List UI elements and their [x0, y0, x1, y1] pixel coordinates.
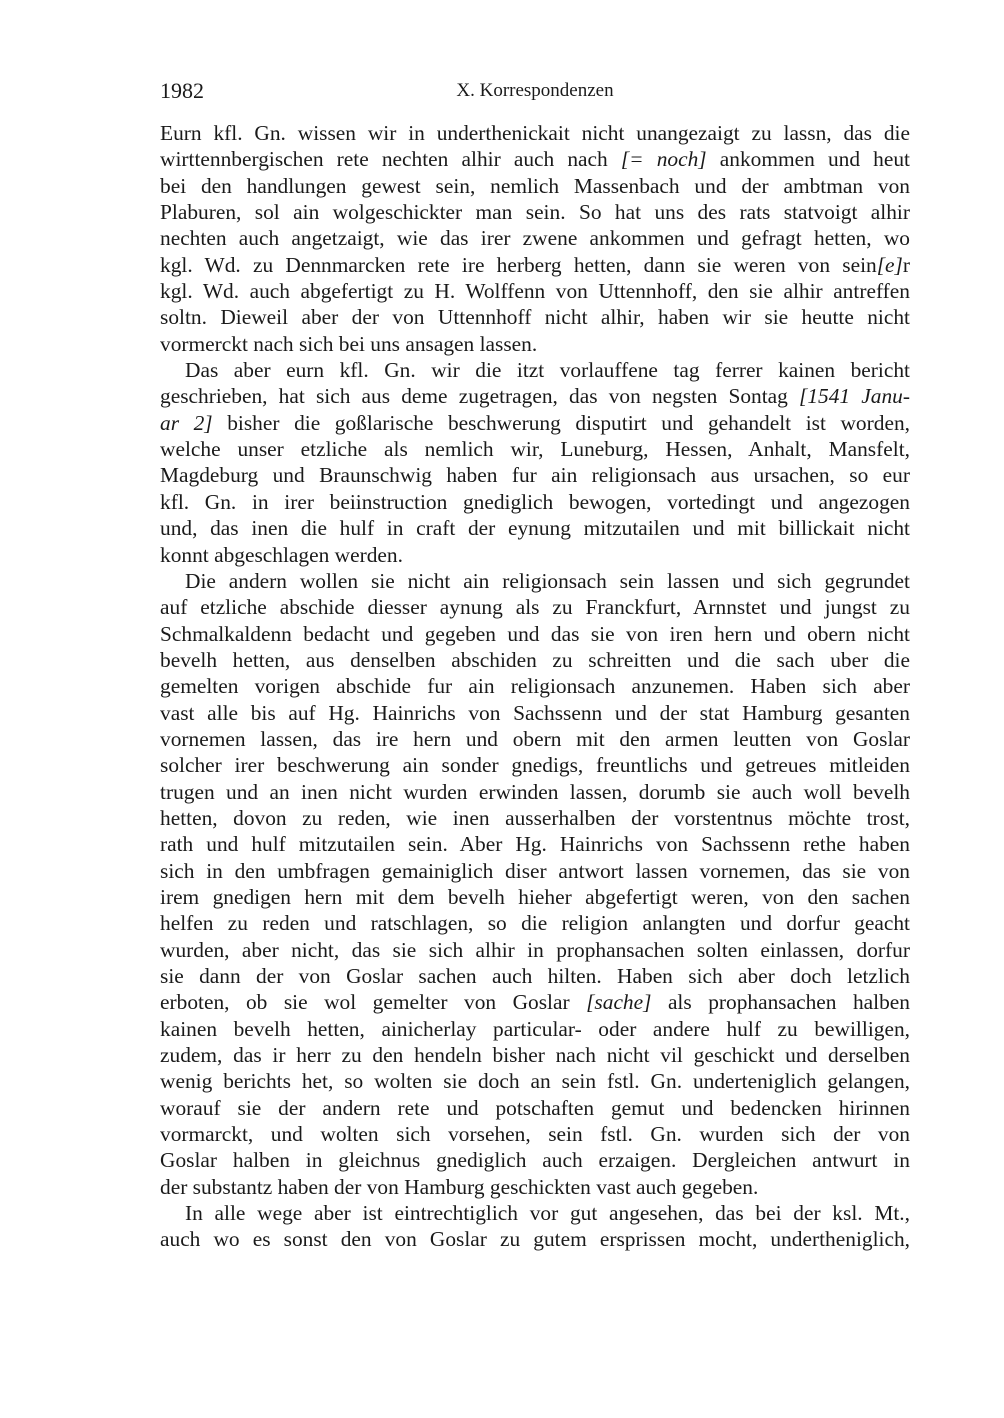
- text-line: [160, 542, 910, 568]
- text-segment: Das aber eurn kfl. Gn. wir die itzt vorlauffene tag ferrer kainen bericht: [185, 358, 910, 383]
- text-segment: kfl. Gn. in irer beiinstruction gnediglich bewogen, vortedingt und angezogen: [160, 489, 910, 514]
- text-line-content: [160, 410, 910, 436]
- text-line-content: [160, 594, 910, 620]
- text-segment: bisher die goßlarische beschwerung disputirt und gehandelt ist worden,: [212, 410, 910, 435]
- text-segment: vornemen lassen, das ire hern und obern mit den armen leutten von Goslar: [160, 726, 910, 751]
- text-line: [160, 805, 910, 831]
- text-line: [160, 436, 910, 462]
- text-line-content: [160, 173, 910, 199]
- text-line-content: [160, 673, 910, 699]
- text-line: [160, 304, 910, 330]
- text-line-content: [160, 647, 910, 673]
- text-line: [160, 331, 910, 357]
- text-line: [160, 1121, 910, 1147]
- text-line: [160, 462, 910, 488]
- text-segment: trugen und an inen nicht wurden erwinden lassen, dorumb sie auch woll bevelh: [160, 779, 910, 804]
- text-line-content: [160, 462, 910, 488]
- text-line: [160, 673, 910, 699]
- text-line-content: [160, 884, 910, 910]
- text-segment: wenig berichts het, so wolten sie doch an sein fstl. Gn. underteniglich gelangen,: [160, 1069, 910, 1094]
- text-line-content: [160, 1174, 910, 1200]
- text-segment: Magdeburg und Braunschwig haben fur ain religionsach aus ursachen, so eur: [160, 463, 910, 488]
- text-segment: rath und hulf mitzutailen sein. Aber Hg. Hainrichs von Sachssenn rethe haben: [160, 832, 910, 857]
- text-line: [160, 1174, 910, 1200]
- text-segment: kgl. Wd. zu Dennmarcken rete ire herberg hetten, dann sie weren von sein: [160, 252, 877, 277]
- text-segment: geschrieben, hat sich aus deme zugetragen, das von negsten Sontag: [160, 384, 800, 409]
- text-line-content: [160, 858, 910, 884]
- text-line-content: [160, 199, 910, 225]
- text-segment: hetten, dovon zu reden, wie inen ausserhalben der vorstentnus möchte trost,: [160, 805, 910, 830]
- text-segment: und, das inen die hulf in craft der eynung mitzutailen und mit billickait nicht: [160, 516, 910, 541]
- text-segment: kainen bevelh hetten, ainicherlay particular- oder andere hulf zu bewilligen,: [160, 1016, 910, 1041]
- text-line-content: [185, 357, 910, 383]
- text-line: [160, 515, 910, 541]
- text-line: [160, 1042, 910, 1068]
- text-line-content: [160, 937, 910, 963]
- text-segment: wurden, aber nicht, das sie sich alhir in prophansachen solten einlassen, dorfur: [160, 937, 910, 962]
- text-line-content: [185, 568, 910, 594]
- text-line-content: [160, 910, 910, 936]
- text-line: [160, 884, 910, 910]
- running-title: X. Korrespondenzen: [456, 80, 614, 101]
- text-line-content: [160, 700, 910, 726]
- text-line-content: [160, 489, 910, 515]
- text-line: [160, 910, 910, 936]
- text-line: [160, 410, 910, 436]
- text-segment: soltn. Dieweil aber der von Uttennhoff nicht alhir, haben wir sie heutte nicht: [160, 305, 910, 330]
- text-line: [160, 489, 910, 515]
- text-line-content: [160, 989, 910, 1015]
- editorial-annotation: [= noch]: [620, 147, 707, 172]
- text-segment: worauf sie der andern rete und potschaften gemut und bedencken hirinnen: [160, 1095, 910, 1120]
- text-line: [160, 937, 910, 963]
- text-segment: nechten auch angetzaigt, wie das irer zwene ankommen und gefragt hetten, wo: [160, 226, 910, 251]
- text-segment: vormerckt nach sich bei uns ansagen lassen.: [160, 331, 538, 356]
- text-segment: kgl. Wd. auch abgefertigt zu H. Wolffenn von Uttennhoff, den sie alhir antreffen: [160, 279, 910, 304]
- text-line-content: [160, 1068, 910, 1094]
- text-line-content: [160, 1147, 910, 1173]
- text-line: [160, 752, 910, 778]
- text-line: [160, 831, 910, 857]
- text-line-content: [160, 515, 910, 541]
- text-segment: bevelh hetten, aus denselben abschiden zu schreitten und die sach uber die: [160, 647, 910, 672]
- text-line-content: [160, 252, 910, 278]
- text-segment: ankommen und heut: [706, 147, 910, 172]
- text-line-content: [160, 1095, 910, 1121]
- text-line: [160, 594, 910, 620]
- text-line-content: [160, 1016, 910, 1042]
- text-line-content: [160, 436, 910, 462]
- text-segment: sich in den umbfragen gemainiglich diser antwort lassen vornemen, das sie von: [160, 858, 910, 883]
- text-segment: auch wo es sonst den von Goslar zu gutem ersprissen mocht, undertheniglich,: [160, 1227, 910, 1252]
- text-line: [160, 858, 910, 884]
- text-line: [160, 1200, 910, 1226]
- text-line: [160, 726, 910, 752]
- page-header: [160, 78, 910, 108]
- text-line-content: [160, 225, 910, 251]
- text-line-content: [160, 831, 910, 857]
- text-line: [160, 963, 910, 989]
- text-line: [160, 120, 910, 146]
- text-line: [160, 1147, 910, 1173]
- editorial-annotation: ar 2]: [160, 410, 213, 435]
- text-segment: vast alle bis auf Hg. Hainrichs von Sachssenn und der stat Hamburg gesanten: [160, 700, 910, 725]
- text-segment: solcher irer beschwerung ain sonder gnedigs, freuntlichs und getreues mitleiden: [160, 753, 910, 778]
- text-line-content: [160, 805, 910, 831]
- text-segment: gemelten vorigen abschide fur ain religionsach anzunemen. Haben sich aber: [160, 674, 910, 699]
- text-line-content: [160, 1226, 910, 1252]
- text-segment: auf etzliche abschide diesser aynung als zu Franckfurt, Arnnstet und jungst zu: [160, 595, 910, 620]
- text-line: [160, 1226, 910, 1252]
- text-segment: sie dann der von Goslar sachen auch hilten. Haben sich aber doch letzlich: [160, 964, 910, 988]
- text-line: [160, 779, 910, 805]
- text-line: [160, 1095, 910, 1121]
- text-line: [160, 647, 910, 673]
- text-line-content: [160, 779, 910, 805]
- editorial-annotation: [1541 Janu-: [799, 384, 910, 409]
- text-segment: Die andern wollen sie nicht ain religionsach sein lassen und sich gegrundet: [185, 568, 910, 593]
- text-segment: konnt abgeschlagen werden.: [160, 542, 403, 567]
- text-segment: wirttennbergischen rete nechten alhir auch nach: [160, 147, 621, 172]
- body-text: [160, 120, 910, 1253]
- text-segment: zudem, das ir herr zu den hendeln bisher nach nicht vil geschickt und derselben: [160, 1043, 910, 1068]
- text-segment: Eurn kfl. Gn. wissen wir in underthenickait nicht unangezaigt zu lassn, das die: [160, 121, 910, 145]
- editorial-annotation: [e]: [876, 252, 903, 277]
- text-line-content: [160, 621, 910, 647]
- text-segment: helfen zu reden und ratschlagen, so die religion anlangten und dorfur geacht: [160, 911, 910, 936]
- text-segment: Plaburen, sol ain wolgeschickter man sein. So hat uns des rats statvoigt alhir: [160, 200, 910, 225]
- text-line-content: [160, 1121, 910, 1147]
- text-segment: In alle wege aber ist eintrechtiglich vor gut angesehen, das bei der ksl. Mt.,: [185, 1201, 910, 1226]
- text-line: [160, 383, 910, 409]
- editorial-annotation: [sache]: [586, 990, 652, 1015]
- text-line: [160, 357, 910, 383]
- text-line: [160, 173, 910, 199]
- text-line-content: [160, 383, 910, 409]
- text-line-content: [160, 278, 910, 304]
- text-line: [160, 1068, 910, 1094]
- text-line-content: [160, 726, 910, 752]
- text-line: [160, 225, 910, 251]
- text-line: [160, 621, 910, 647]
- text-line: [160, 278, 910, 304]
- text-segment: der substantz haben der von Hamburg geschickten vast auch gegeben.: [160, 1174, 759, 1199]
- text-segment: erboten, ob sie wol gemelter von Goslar: [160, 990, 587, 1015]
- text-segment: r: [902, 252, 910, 277]
- text-line-content: [160, 752, 910, 778]
- page-number: 1982: [160, 78, 204, 103]
- text-line-content: [160, 120, 910, 146]
- text-segment: welche unser etzliche als nemlich wir, Luneburg, Hessen, Anhalt, Mansfelt,: [160, 437, 910, 462]
- text-segment: Goslar halben in gleichnus gnediglich auch erzaigen. Dergleichen antwurt in: [160, 1148, 910, 1173]
- text-line: [160, 199, 910, 225]
- text-line-content: [160, 331, 910, 357]
- text-line-content: [160, 146, 910, 172]
- text-segment: vormarckt, und wolten sich vorsehen, sein fstl. Gn. wurden sich der von: [160, 1122, 910, 1147]
- text-line-content: [160, 542, 910, 568]
- text-line-content: [160, 1042, 910, 1068]
- text-line: [160, 252, 910, 278]
- text-segment: bei den handlungen gewest sein, nemlich Massenbach und der ambtman von: [160, 173, 910, 198]
- text-line: [160, 989, 910, 1015]
- text-line: [160, 1016, 910, 1042]
- text-segment: als prophansachen halben: [651, 990, 910, 1015]
- text-line: [160, 700, 910, 726]
- text-line-content: [160, 963, 910, 989]
- text-line-content: [160, 304, 910, 330]
- text-segment: Schmalkaldenn bedacht und gegeben und das sie von iren hern und obern nicht: [160, 621, 910, 646]
- text-segment: irem gnedigen hern mit dem bevelh hieher abgefertigt weren, von den sachen: [160, 884, 910, 909]
- text-line: [160, 568, 910, 594]
- text-line: [160, 146, 910, 172]
- text-line-content: [185, 1200, 910, 1226]
